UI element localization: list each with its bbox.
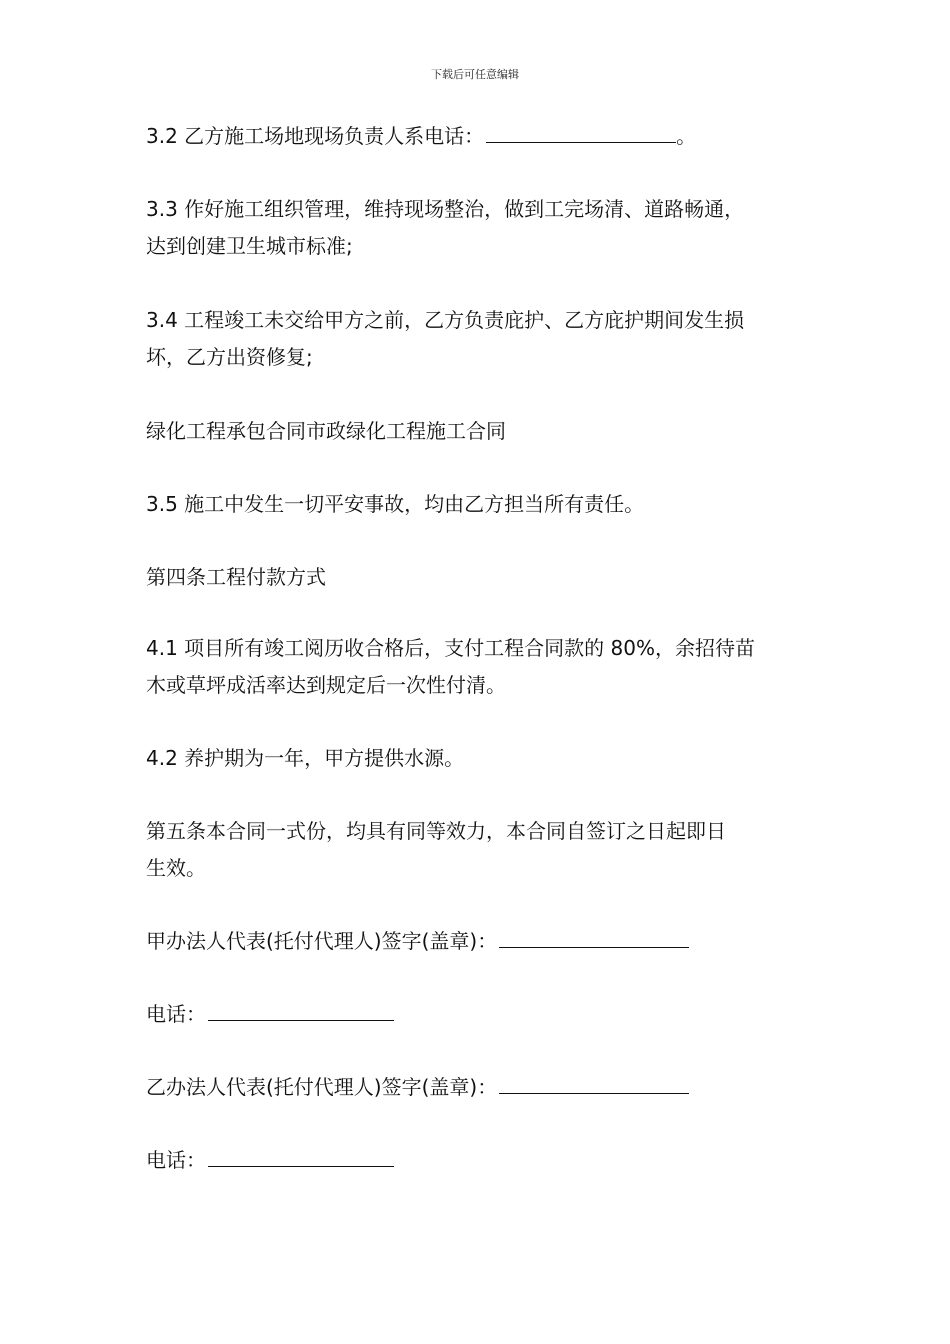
contract-title-text: 绿化工程承包合同市政绿化工程施工合同	[146, 419, 506, 443]
party-b-phone-label: 电话：	[146, 1148, 206, 1172]
party-a-phone-blank	[208, 1000, 394, 1021]
party-a-phone	[146, 996, 816, 1033]
clause-3-2-text: 3.2 乙方施工场地现场负责人系电话：	[146, 124, 485, 148]
article-4-heading	[146, 559, 816, 596]
clause-3-3-line-2: 达到创建卫生城市标准;	[146, 234, 353, 258]
clause-4-1-line-2: 木或草坪成活率达到规定后一次性付清。	[146, 673, 506, 697]
clause-3-2	[146, 118, 816, 155]
clause-4-2	[146, 740, 816, 777]
party-a-signature	[146, 923, 816, 960]
party-b-phone-blank	[208, 1146, 394, 1167]
clause-3-4	[146, 302, 816, 376]
clause-3-3-line-1: 3.3 作好施工组织管理，维持现场整治，做到工完场清、道路畅通，	[146, 197, 745, 221]
clause-3-4-line-1: 3.4 工程竣工未交给甲方之前，乙方负责庇护、乙方庇护期间发生损	[146, 308, 745, 332]
clause-3-4-line-2: 坏，乙方出资修复;	[146, 345, 313, 369]
clause-3-5-text: 3.5 施工中发生一切平安事故，均由乙方担当所有责任。	[146, 492, 645, 516]
party-a-phone-label: 电话：	[146, 1002, 206, 1026]
article-5	[146, 813, 816, 887]
clause-4-2-text: 4.2 养护期为一年，甲方提供水源。	[146, 746, 465, 770]
party-b-signature-blank	[499, 1073, 689, 1094]
contract-title-line	[146, 413, 816, 450]
party-a-signature-blank	[499, 927, 689, 948]
clause-4-1-line-1: 4.1 项目所有竣工阅历收合格后，支付工程合同款的 80%，余招待苗	[146, 636, 755, 660]
article-5-line-2: 生效。	[146, 856, 206, 880]
clause-4-1	[146, 630, 816, 704]
phone-blank-line	[486, 122, 676, 143]
clause-3-2-suffix: 。	[676, 124, 697, 148]
party-b-signature	[146, 1069, 816, 1106]
party-b-signature-label: 乙办法人代表(托付代理人)签字(盖章)：	[146, 1075, 498, 1099]
article-4-heading-text: 第四条工程付款方式	[146, 565, 326, 589]
page-header: 下载后可任意编辑	[431, 68, 519, 81]
party-a-signature-label: 甲办法人代表(托付代理人)签字(盖章)：	[146, 929, 498, 953]
clause-3-5	[146, 486, 816, 523]
party-b-phone	[146, 1142, 816, 1179]
clause-3-3	[146, 191, 816, 265]
article-5-line-1: 第五条本合同一式份，均具有同等效力，本合同自签订之日起即日	[146, 819, 726, 843]
